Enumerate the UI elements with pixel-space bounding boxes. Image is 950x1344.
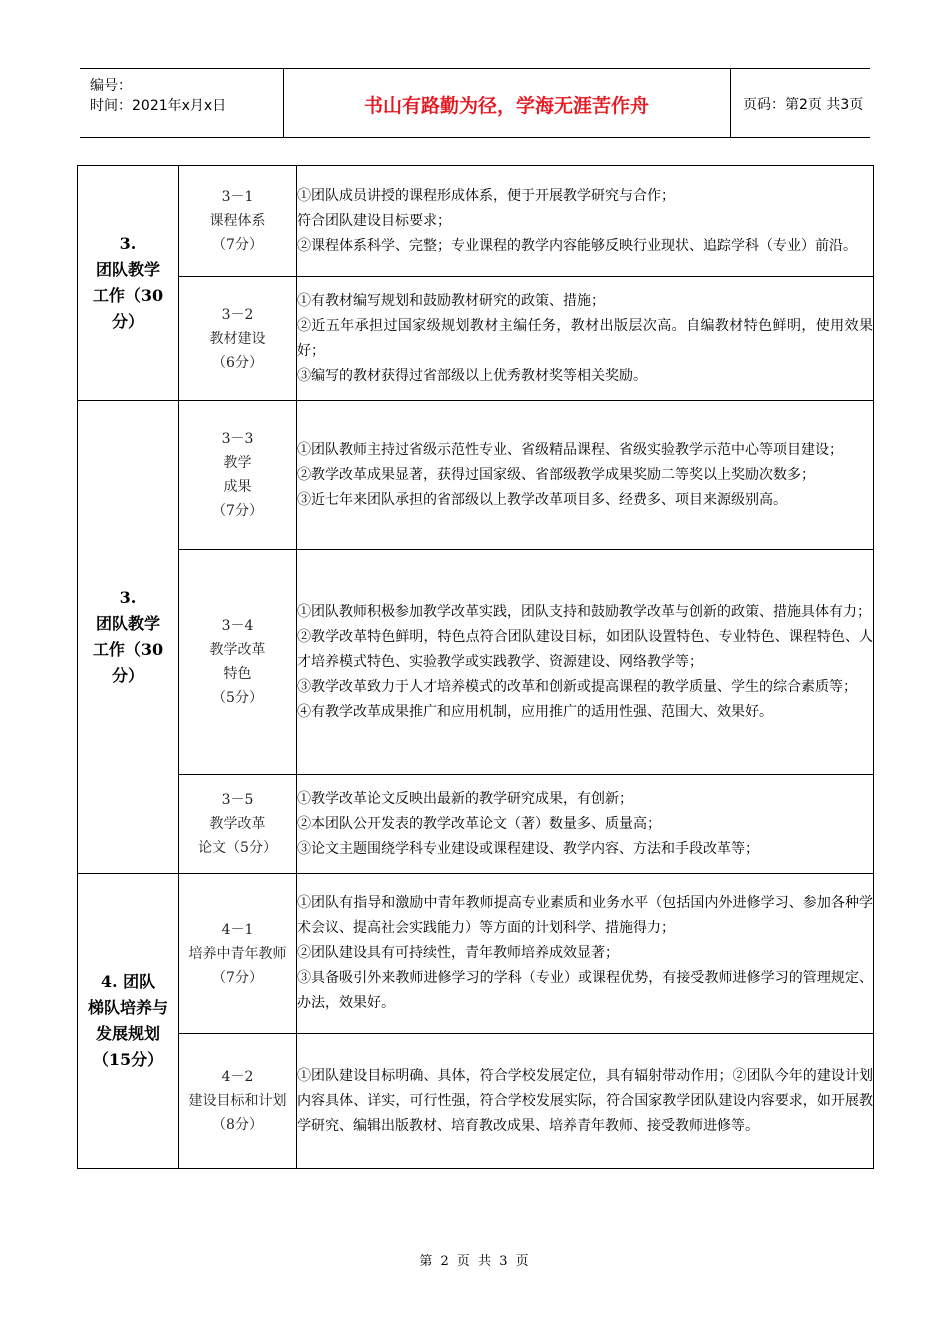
category-cell: 3. 团队教学 工作（30 分） xyxy=(78,166,179,401)
subitem-cell: 4－1 培养中青年教师 （7分） xyxy=(179,874,297,1034)
subitem-cell: 3－2 教材建设 （6分） xyxy=(179,277,297,401)
page-header xyxy=(80,68,870,138)
table-row xyxy=(78,550,874,775)
criteria-text: ①团队成员讲授的课程形成体系，便于开展教学研究与合作； 符合团队建设目标要求； ②课程体系科学、完整；专业课程的教学内容能够反映行业现状、追踪学科（专业）前沿。 xyxy=(297,166,874,277)
number-label: 编号： xyxy=(90,78,132,94)
criteria-text: ①团队教师积极参加教学改革实践，团队支持和鼓励教学改革与创新的政策、措施具体有力； ②教学改革特色鲜明，特色点符合团队建设目标，如团队设置特色、专业特色、课程特色、人才培养模式特色、实验教学或实践教学、资源建设、网络教学等； ③教学改革致力于人才培养模式的改革和创新或提高课程的教学质量、学生的综合素质等； ④有教学改革成果推广和应用机制，应用推广的适用性强、范围大、效果好。 xyxy=(297,550,874,775)
table-row xyxy=(78,1034,874,1169)
page-footer: 第 2 页 共 3 页 xyxy=(419,1254,531,1269)
subitem-cell: 3－3 教学 成果 （7分） xyxy=(179,401,297,550)
subitem-cell: 3－4 教学改革 特色 （5分） xyxy=(179,550,297,775)
criteria-text: ①团队建设目标明确、具体，符合学校发展定位，具有辐射带动作用；②团队今年的建设计划内容具体、详实，可行性强，符合学校发展实际，符合国家教学团队建设内容要求，如开展教学研究、编辑出版教材、培育教改成果、培养青年教师、接受教师进修等。 xyxy=(297,1034,874,1169)
table-row xyxy=(78,166,874,277)
category-cell: 4. 团队 梯队培养与 发展规划 （15分） xyxy=(78,874,179,1169)
subitem-cell: 4－2 建设目标和计划 （8分） xyxy=(179,1034,297,1169)
subitem-cell: 3－1 课程体系 （7分） xyxy=(179,166,297,277)
criteria-text: ①教学改革论文反映出最新的教学研究成果，有创新； ②本团队公开发表的教学改革论文（著）数量多、质量高； ③论文主题围绕学科专业建设或课程建设、教学内容、方法和手段改革等； xyxy=(297,775,874,874)
header-page-cell xyxy=(731,69,870,137)
motto: 书山有路勤为径，学海无涯苦作舟 xyxy=(363,95,649,117)
date-label: 时间：2021年x月x日 xyxy=(90,98,227,114)
header-motto-cell xyxy=(283,69,731,137)
table-row xyxy=(78,874,874,1034)
subitem-cell: 3－5 教学改革 论文（5分） xyxy=(179,775,297,874)
table-row xyxy=(78,401,874,550)
category-cell: 3. 团队教学 工作（30 分） xyxy=(78,401,179,874)
criteria-table xyxy=(77,165,874,1169)
criteria-text: ①有教材编写规划和鼓励教材研究的政策、措施； ②近五年承担过国家级规划教材主编任务，教材出版层次高。自编教材特色鲜明，使用效果好； ③编写的教材获得过省部级以上优秀教材奖等相关奖励。 xyxy=(297,277,874,401)
page-label: 页码：第2页 共3页 xyxy=(743,97,864,113)
table-row xyxy=(78,277,874,401)
criteria-text: ①团队有指导和激励中青年教师提高专业素质和业务水平（包括国内外进修学习、参加各种学术会议、提高社会实践能力）等方面的计划科学、措施得力； ②团队建设具有可持续性，青年教师培养成效显著； ③具备吸引外来教师进修学习的学科（专业）或课程优势，有接受教师进修学习的管理规定、办法，效果好。 xyxy=(297,874,874,1034)
table-row xyxy=(78,775,874,874)
header-meta xyxy=(80,69,284,137)
criteria-text: ①团队教师主持过省级示范性专业、省级精品课程、省级实验教学示范中心等项目建设； ②教学改革成果显著，获得过国家级、省部级教学成果奖励二等奖以上奖励次数多； ③近七年来团队承担的省部级以上教学改革项目多、经费多、项目来源级别高。 xyxy=(297,401,874,550)
